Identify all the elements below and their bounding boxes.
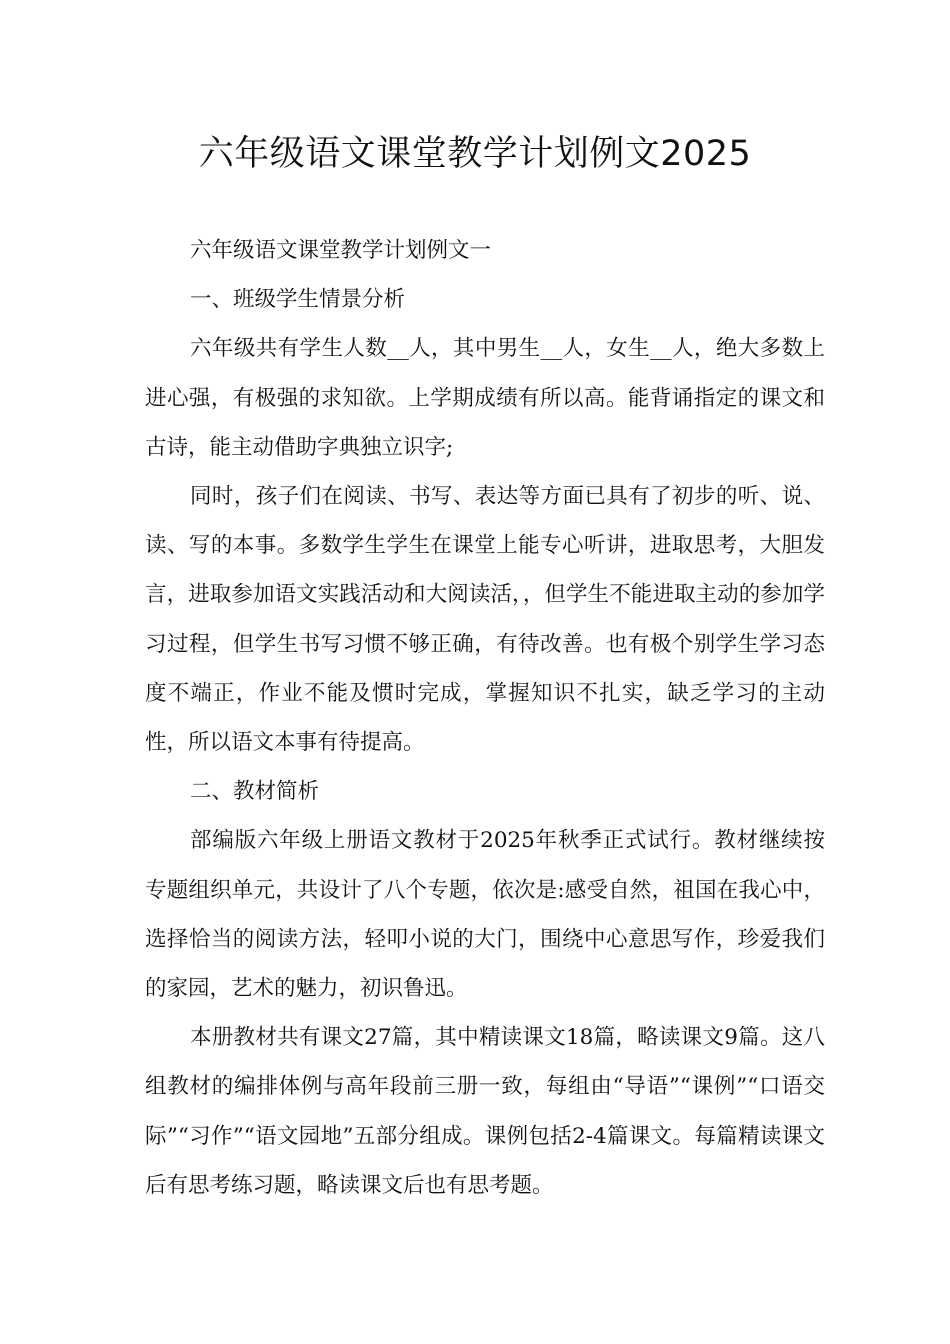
paragraph: 同时，孩子们在阅读、书写、表达等方面已具有了初步的听、说、读、写的本事。多数学生学生在课堂上能专心听讲，进取思考，大胆发言，进取参加语文实践活动和大阅读活，，但学生不能进取主动的参加学习过程，但学生书写习惯不够正确，有待改善。也有极个别学生学习态度不端正，作业不能及惯时完成，掌握知识不扎实，缺乏学习的主动性，所以语文本事有待提高。 [145, 484, 825, 756]
paragraph: 本册教材共有课文27篇，其中精读课文18篇，略读课文9篇。这八组教材的编排体例与高年段前三册一致，每组由“导语”“课例”“口语交际”“习作”“语文园地”五部分组成。课例包括2-4篇课文。每篇精读课文后有思考练习题，略读课文后也有思考题。 [145, 1025, 825, 1198]
section-heading-class-analysis: 一、班级学生情景分析 [190, 287, 406, 313]
document-title: 六年级语文课堂教学计划例文2025 [198, 134, 752, 174]
section-heading-textbook-analysis: 二、教材简析 [190, 779, 320, 805]
subtitle-paragraph: 六年级语文课堂教学计划例文一 [190, 238, 492, 263]
document-body [145, 226, 825, 1210]
paragraph: 六年级共有学生人数__人，其中男生__人，女生__人，绝大多数上进心强，有极强的求知欲。上学期成绩有所以高。能背诵指定的课文和古诗，能主动借助字典独立识字; [145, 336, 825, 460]
paragraph: 部编版六年级上册语文教材于2025年秋季正式试行。教材继续按专题组织单元，共设计了八个专题，依次是:感受自然，祖国在我心中，选择恰当的阅读方法，轻叩小说的大门，围绕中心意思写作，珍爱我们的家园，艺术的魅力，初识鲁迅。 [145, 828, 825, 1002]
